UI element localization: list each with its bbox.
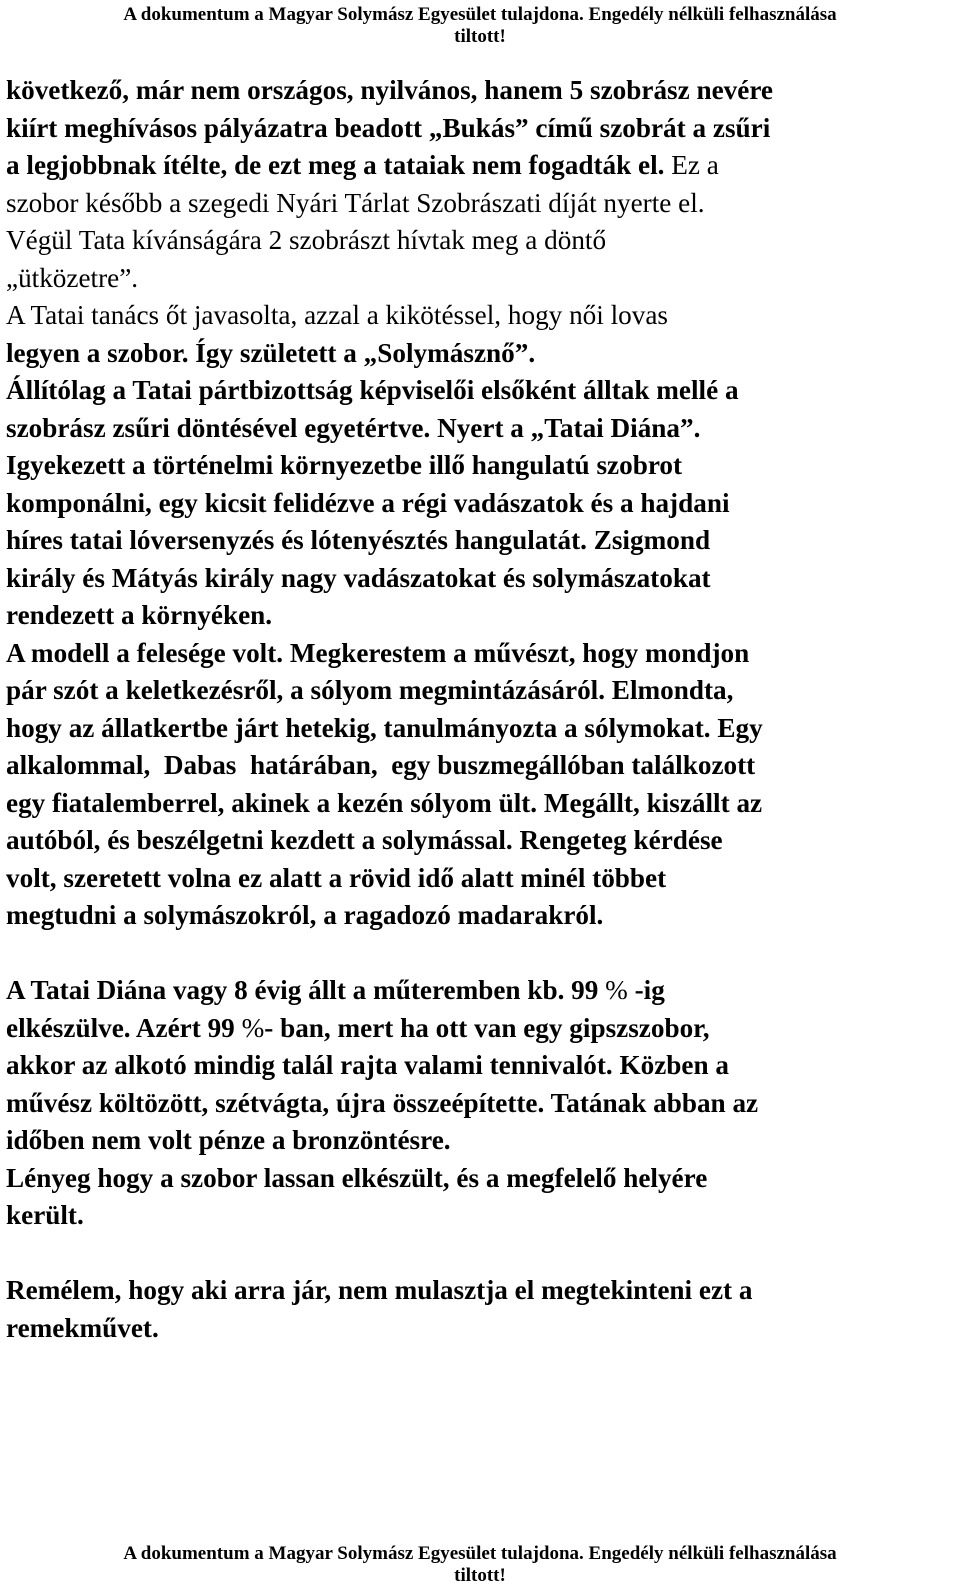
text-line: „ütközetre”. — [6, 262, 139, 293]
paragraph-gap — [6, 1235, 956, 1273]
percent-sign: % — [241, 1012, 265, 1043]
text-line: időben nem volt pénze a bronzöntésre. — [6, 1125, 451, 1155]
text-segment: a legjobbnak ítélte, de ezt meg a tataiak nem fogadták el. — [6, 150, 665, 180]
text-line: A Tatai tanács őt javasolta, azzal a kikötéssel, hogy női lovas — [6, 300, 668, 330]
text-line: Igyekezett a történelmi környezetbe illő hangulatú szobrot — [6, 450, 683, 480]
paragraph-gap — [6, 935, 956, 973]
text-segment: - ban, mert ha ott van egy gipszszobor, — [264, 1012, 710, 1043]
text-segment: -ig — [627, 975, 665, 1005]
text-line — [6, 972, 956, 1010]
text-line: következő, már nem országos, nyilvános, hanem 5 szobrász nevére — [6, 75, 773, 105]
text-segment: elkészülve. Azért 99 — [6, 1012, 242, 1043]
text-line: hogy az állatkertbe járt hetekig, tanulmányozta a sólymokat. Egy — [6, 712, 763, 743]
article-body — [6, 72, 956, 1347]
text-line: Remélem, hogy aki arra jár, nem mulasztja el megtekinteni ezt a — [6, 1275, 753, 1305]
text-line: alkalommal, Dabas határában, egy buszmegállóban találkozott — [6, 750, 756, 780]
text-line: remekművet. — [6, 1312, 159, 1343]
text-segment: Ez a — [664, 150, 719, 180]
text-line: megtudni a solymászokról, a ragadozó madarakról. — [6, 900, 604, 930]
text-line: pár szót a keletkezésről, a sólyom megmintázásáról. Elmondta, — [6, 675, 734, 705]
text-line: művész költözött, szétvágta, újra összeépítette. Tatának abban az — [6, 1087, 759, 1118]
text-line — [6, 147, 956, 185]
text-line: kiírt meghívásos pályázatra beadott „Bukás” című szobrát a zsűri — [6, 112, 771, 143]
notice-line-2: tiltott! — [454, 26, 506, 47]
text-line — [6, 1010, 956, 1048]
text-line: szobrász zsűri döntésével egyetértve. Nyert a „Tatai Diána”. — [6, 412, 701, 443]
text-line: volt, szeretett volna ez alatt a rövid idő alatt minél többet — [6, 862, 667, 893]
text-line: Végül Tata kívánságára 2 szobrászt hívtak meg a döntő — [6, 225, 607, 255]
text-line: híres tatai lóversenyzés és lótenyésztés hangulatát. Zsigmond — [6, 525, 711, 555]
percent-sign: % — [605, 975, 628, 1005]
text-line: akkor az alkotó mindig talál rajta valami tennivalót. Közben a — [6, 1050, 729, 1080]
notice-line-1: A dokumentum a Magyar Solymász Egyesület tulajdona. Engedély nélküli felhasználása — [123, 4, 837, 25]
text-line: Állítólag a Tatai pártbizottság képviselői elsőként álltak mellé a — [6, 375, 739, 405]
text-segment: A Tatai Diána vagy 8 évig állt a műteremben kb. 99 — [6, 975, 606, 1005]
text-line: Lényeg hogy a szobor lassan elkészült, és a megfelelő helyére — [6, 1162, 708, 1193]
notice-line-2: tiltott! — [454, 1565, 506, 1586]
text-line: autóból, és beszélgetni kezdett a solymással. Rengeteg kérdése — [6, 825, 723, 855]
ownership-notice-footer — [0, 1543, 960, 1587]
ownership-notice-header — [0, 4, 960, 48]
text-line: király és Mátyás király nagy vadászatokat és solymászatokat — [6, 562, 711, 593]
text-line: került. — [6, 1200, 84, 1230]
notice-line-1: A dokumentum a Magyar Solymász Egyesület tulajdona. Engedély nélküli felhasználása — [123, 1543, 837, 1564]
text-line: komponálni, egy kicsit felidézve a régi vadászatok és a hajdani — [6, 487, 730, 518]
text-line: szobor később a szegedi Nyári Tárlat Szobrászati díját nyerte el. — [6, 187, 705, 218]
text-line: rendezett a környéken. — [6, 600, 273, 630]
text-line: egy fiatalemberrel, akinek a kezén sólyom ült. Megállt, kiszállt az — [6, 787, 763, 818]
text-line: legyen a szobor. Így született a „Solymásznő”. — [6, 337, 536, 368]
text-line: A modell a felesége volt. Megkerestem a művészt, hogy mondjon — [6, 637, 750, 668]
